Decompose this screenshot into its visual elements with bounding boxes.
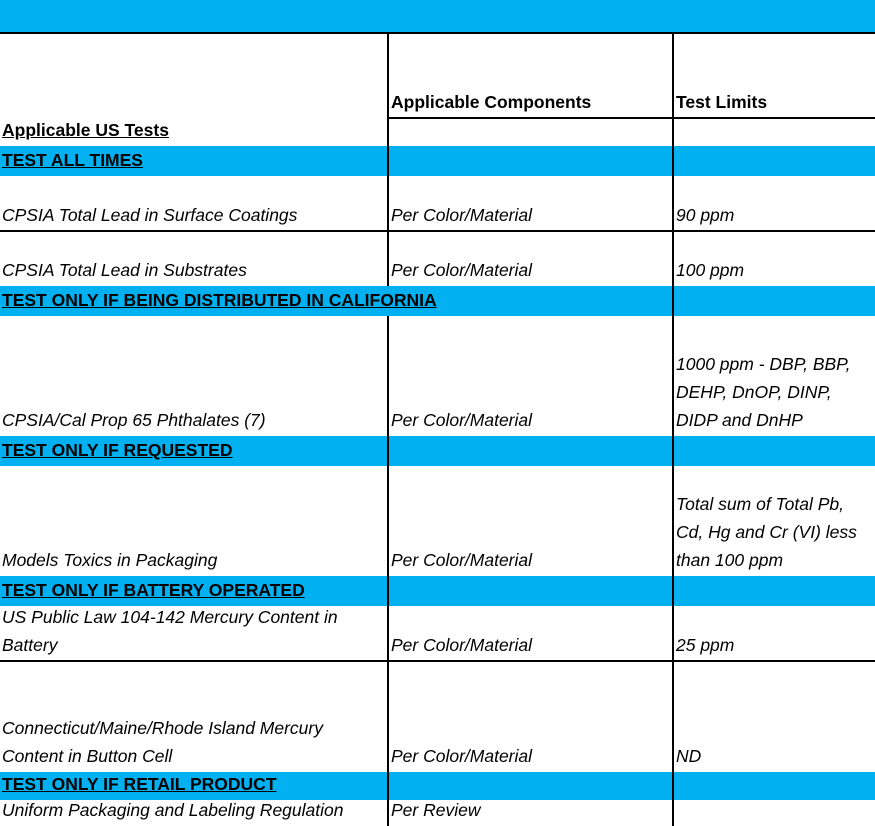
test-limit <box>672 800 875 826</box>
section-row <box>0 146 875 176</box>
table-row <box>0 606 875 661</box>
component: Per Color/Material <box>387 466 672 576</box>
test-name: Uniform Packaging and Labeling Regulation <box>2 800 344 820</box>
table-row <box>0 176 875 231</box>
test-limit: 90 ppm <box>672 176 875 231</box>
table-row <box>0 316 875 436</box>
section-row <box>0 576 875 606</box>
component: Per Color/Material <box>387 232 672 286</box>
section-row <box>0 772 875 800</box>
test-name: CPSIA/Cal Prop 65 Phthalates (7) <box>2 410 266 430</box>
empty-cell <box>672 146 875 176</box>
component: Per Color/Material <box>387 606 672 661</box>
empty-cell <box>387 576 672 606</box>
test-limit: Total sum of Total Pb, Cd, Hg and Cr (VI) less than 100 ppm <box>672 466 875 576</box>
test-name: CPSIA Total Lead in Surface Coatings <box>2 205 298 225</box>
test-name: Connecticut/Maine/Rhode Island Mercury Content in Button Cell <box>2 718 323 766</box>
empty-cell <box>387 118 672 146</box>
test-name: Models Toxics in Packaging <box>2 550 218 570</box>
table-row <box>0 800 875 826</box>
table-row <box>0 232 875 286</box>
section-title: TEST ONLY IF BEING DISTRIBUTED IN CALIFORNIA <box>2 290 437 310</box>
empty-cell <box>387 146 672 176</box>
component: Per Review <box>387 800 672 826</box>
section-title: TEST ONLY IF BATTERY OPERATED <box>2 580 305 600</box>
test-limit: 1000 ppm - DBP, BBP, DEHP, DnOP, DINP, DIDP and DnHP <box>672 316 875 436</box>
empty-cell <box>672 118 875 146</box>
component: Per Color/Material <box>387 316 672 436</box>
component: Per Color/Material <box>387 176 672 231</box>
empty-cell <box>672 576 875 606</box>
section-row <box>0 286 875 316</box>
test-name: US Public Law 104-142 Mercury Content in Battery <box>2 607 338 655</box>
section-title: TEST ONLY IF RETAIL PRODUCT <box>2 774 277 794</box>
empty-cell <box>672 772 875 800</box>
test-limit: 25 ppm <box>672 606 875 661</box>
header-blank <box>0 34 387 118</box>
section-title: TEST ONLY IF REQUESTED <box>2 440 233 460</box>
test-name: CPSIA Total Lead in Substrates <box>2 260 247 280</box>
empty-cell <box>387 436 672 466</box>
header-components: Applicable Components <box>387 34 672 118</box>
us-tests-label: Applicable US Tests <box>2 120 169 140</box>
title-band <box>0 0 875 34</box>
component: Per Color/Material <box>387 662 672 772</box>
test-limit: ND <box>672 662 875 772</box>
header-row <box>0 34 875 118</box>
test-limit: 100 ppm <box>672 232 875 286</box>
empty-cell <box>672 436 875 466</box>
us-tests-row <box>0 118 875 146</box>
table-row <box>0 662 875 772</box>
section-row <box>0 436 875 466</box>
empty-cell <box>672 286 875 316</box>
section-title: TEST ALL TIMES <box>2 150 143 170</box>
empty-cell <box>387 772 672 800</box>
header-test-limits: Test Limits <box>672 34 875 118</box>
table-row <box>0 466 875 576</box>
